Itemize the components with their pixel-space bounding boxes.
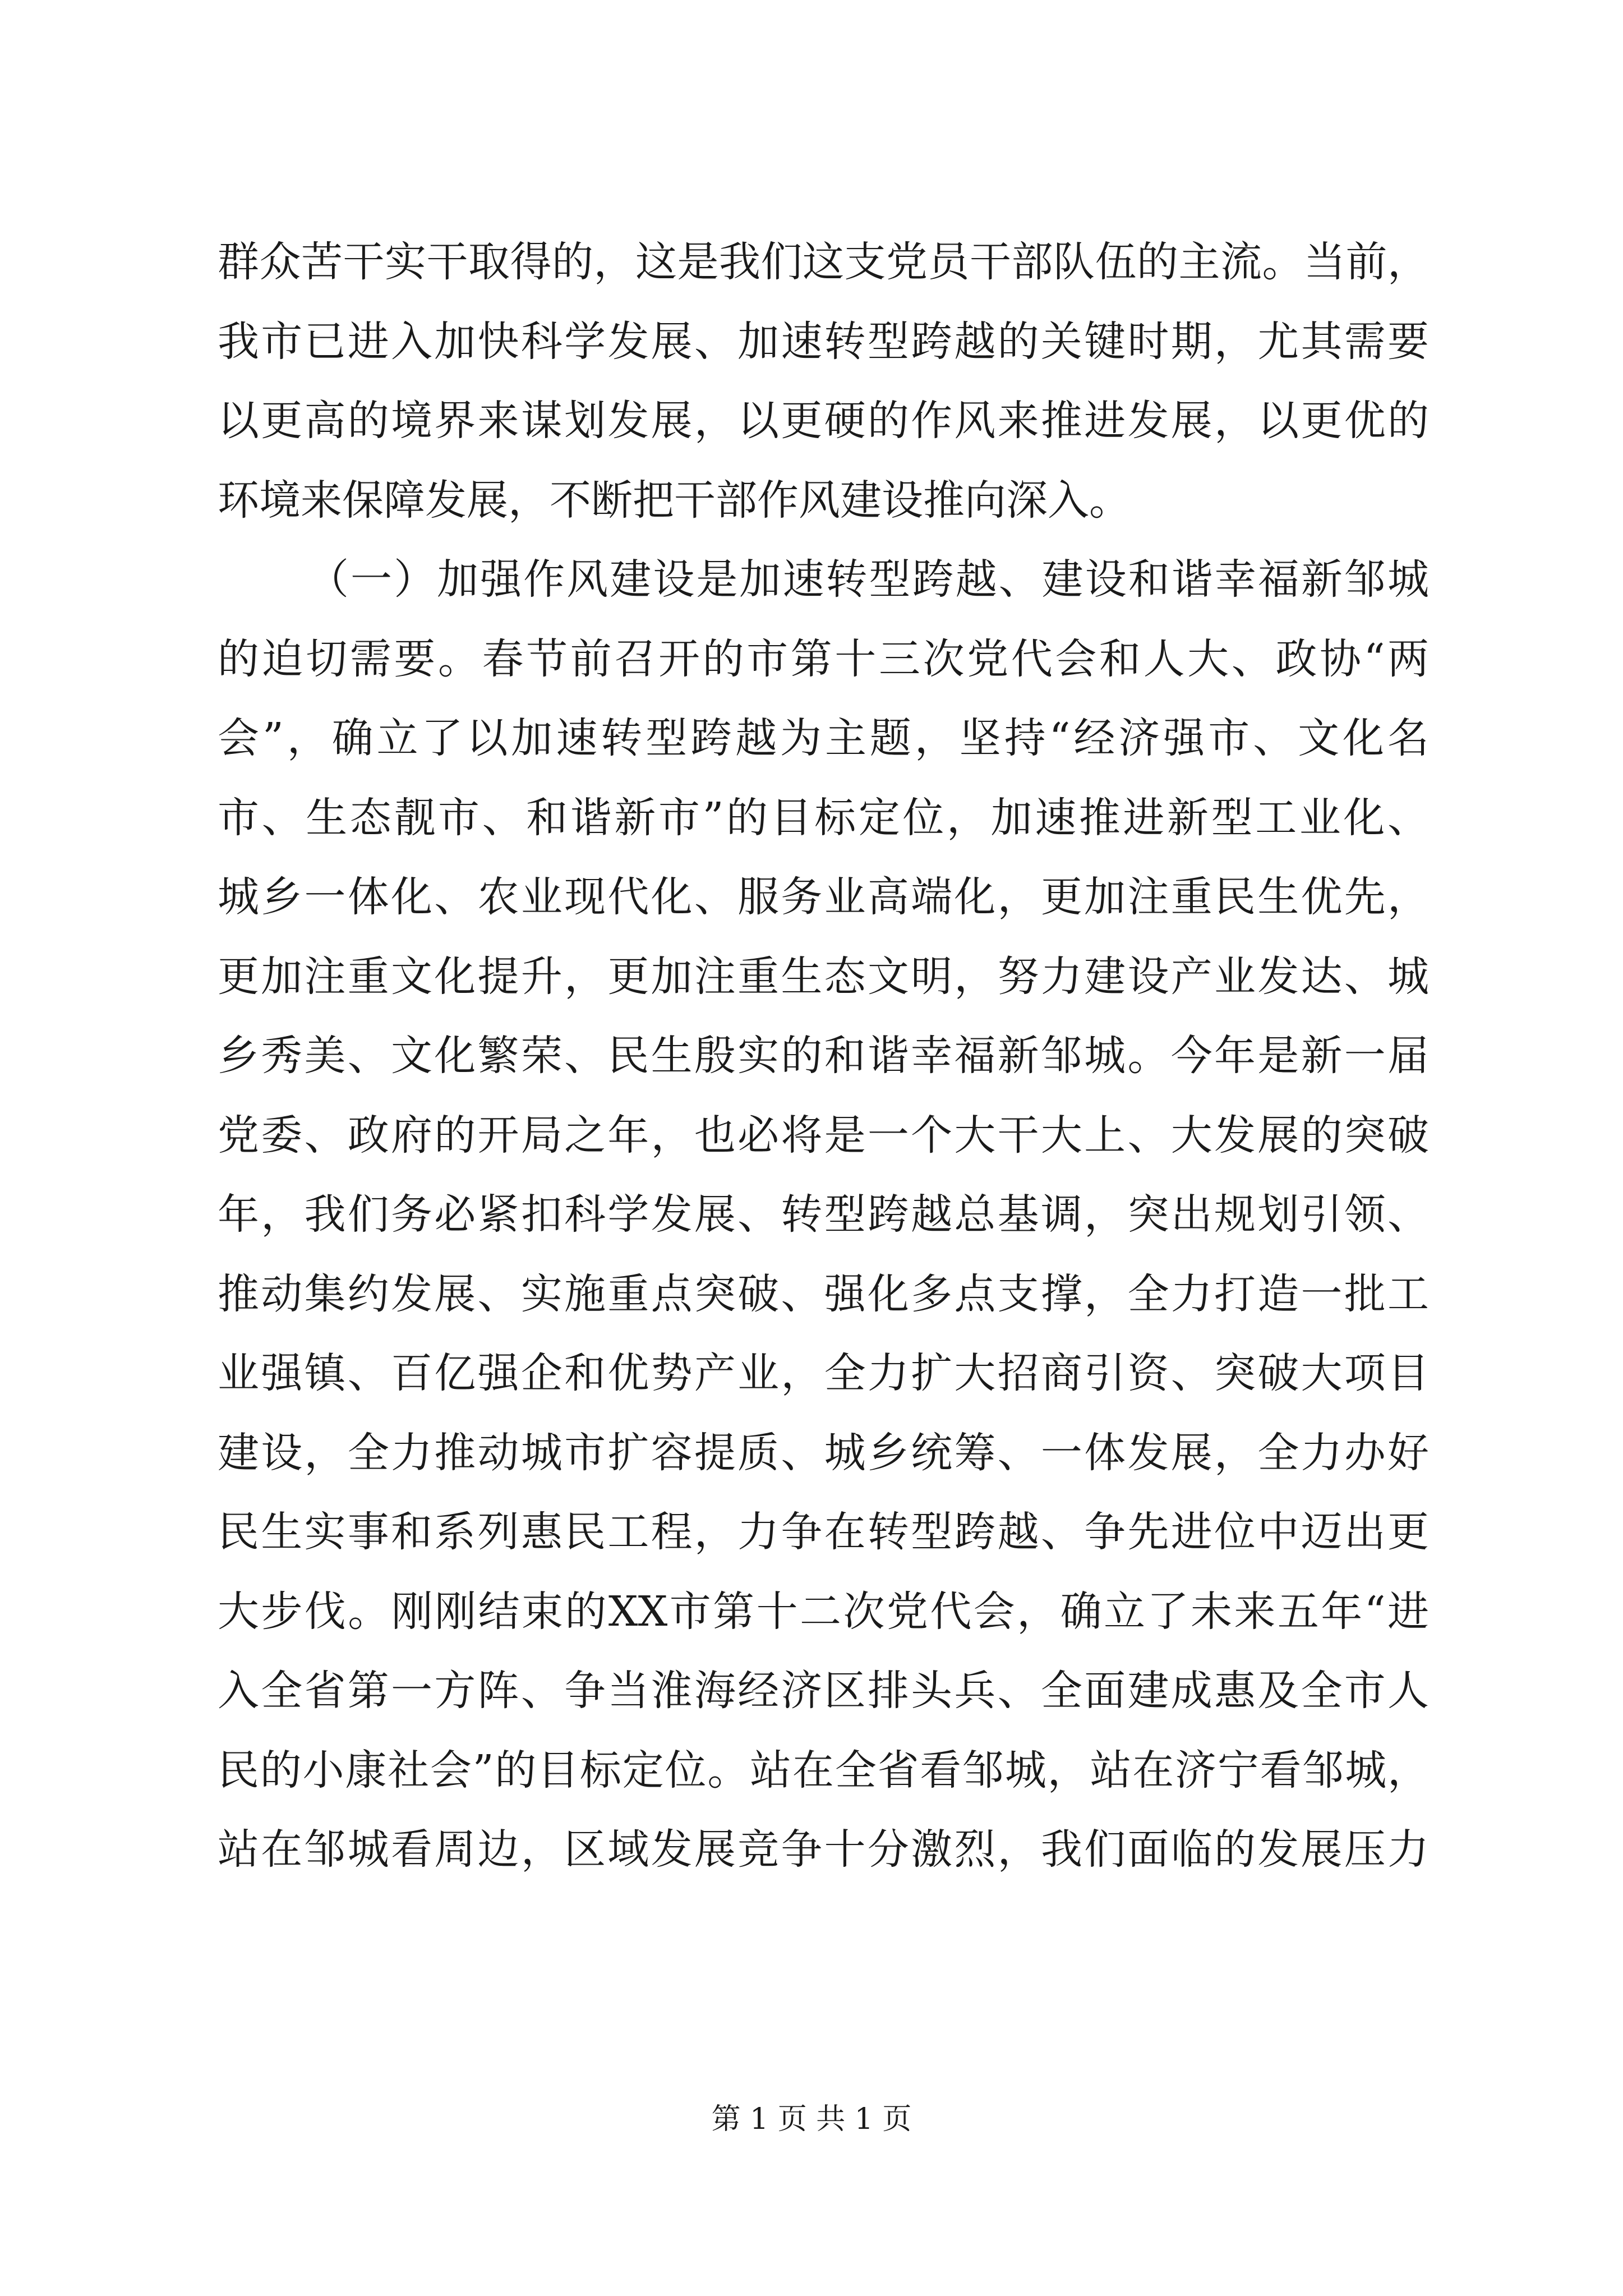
text-line: 会”，确立了以加速转型跨越为主题，坚持“经济强市、文化名 (218, 714, 1429, 762)
text-line: 乡秀美、文化繁荣、民生殷实的和谐幸福新邹城。今年是新一届 (218, 1032, 1429, 1080)
text-line: 党委、政府的开局之年，也必将是一个大干大上、大发展的突破 (218, 1111, 1429, 1159)
page-number-label: 第 1 页 共 1 页 (711, 2102, 912, 2136)
text-line: 民的小康社会”的目标定位。站在全省看邹城，站在济宁看邹城， (218, 1746, 1429, 1795)
text-line: 推动集约发展、实施重点突破、强化多点支撑，全力打造一批工 (218, 1269, 1429, 1318)
text-line: 建设，全力推动城市扩容提质、城乡统筹、一体发展，全力办好 (218, 1428, 1429, 1477)
text-line: 站在邹城看周边，区域发展竞争十分激烈，我们面临的发展压力 (218, 1825, 1429, 1874)
text-line: 民生实事和系列惠民工程，力争在转型跨越、争先进位中迈出更 (218, 1508, 1429, 1556)
text-line: 环境来保障发展，不断把干部作风建设推向深入。 (218, 476, 1131, 524)
text-line: 年，我们务必紧扣科学发展、转型跨越总基调，突出规划引领、 (218, 1190, 1429, 1239)
text-line: 更加注重文化提升，更加注重生态文明，努力建设产业发达、城 (218, 952, 1429, 1001)
text-line: 入全省第一方阵、争当淮海经济区排头兵、全面建成惠及全市人 (218, 1667, 1429, 1715)
text-line: 以更高的境界来谋划发展，以更硬的作风来推进发展，以更优的 (218, 397, 1429, 445)
paragraph-2 (218, 540, 1429, 1890)
text-line: 的迫切需要。春节前召开的市第十三次党代会和人大、政协“两 (218, 634, 1429, 683)
text-line: 业强镇、百亿强企和优势产业，全力扩大招商引资、突破大项目 (218, 1349, 1429, 1397)
text-line: 大步伐。刚刚结束的XX市第十二次党代会，确立了未来五年“进 (218, 1587, 1429, 1636)
body-text (218, 223, 1429, 1890)
page-footer (0, 2102, 1623, 2136)
text-line: 城乡一体化、农业现代化、服务业高端化，更加注重民生优先， (218, 873, 1429, 921)
text-line: 群众苦干实干取得的，这是我们这支党员干部队伍的主流。当前， (218, 238, 1429, 286)
text-line: 我市已进入加快科学发展、加速转型跨越的关键时期，尤其需要 (218, 317, 1429, 366)
paragraph-1 (218, 223, 1429, 540)
text-line: （一）加强作风建设是加速转型跨越、建设和谐幸福新邹城 (307, 555, 1429, 604)
text-line: 市、生态靓市、和谐新市”的目标定位，加速推进新型工业化、 (218, 793, 1429, 842)
